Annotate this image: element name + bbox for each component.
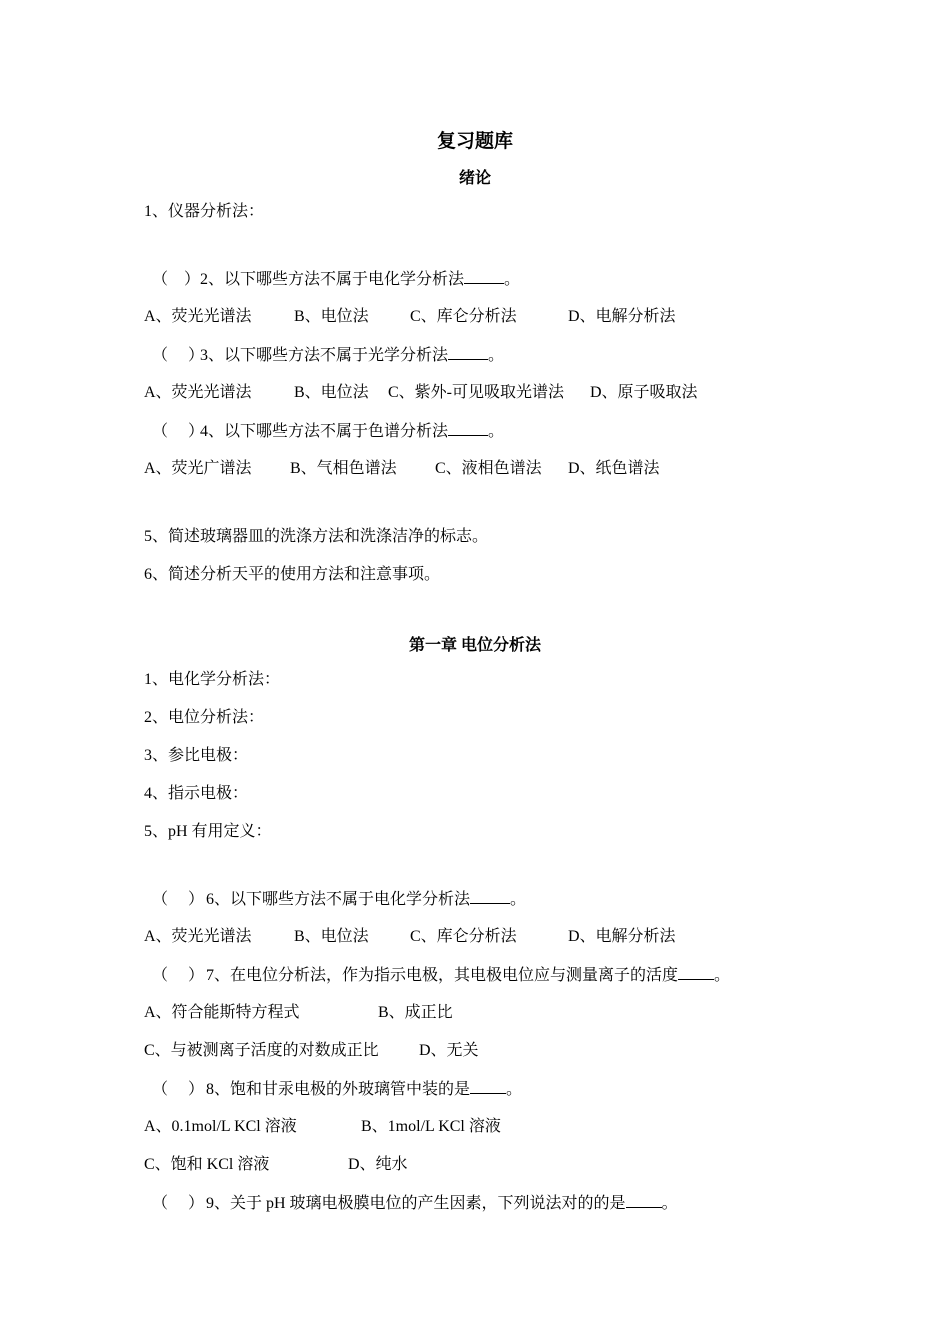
option: D、纯水 (348, 1156, 408, 1173)
question-ch1-3: 3、参比电极： (144, 747, 249, 764)
answer-bracket: （ ） (152, 1195, 205, 1212)
option: A、荧光广谱法 (144, 460, 252, 477)
answer-blank (678, 965, 714, 980)
option: A、符合能斯特方程式 (144, 1004, 300, 1021)
question-intro-6: 6、简述分析天平的使用方法和注意事项。 (144, 566, 441, 583)
answer-blank (470, 889, 510, 904)
answer-bracket: （ ） (152, 423, 205, 440)
answer-bracket: （ ） (152, 967, 205, 984)
answer-blank (448, 421, 488, 436)
option: C、饱和 KCl 溶液 (144, 1156, 270, 1173)
option: D、无关 (419, 1042, 479, 1059)
option: A、荧光光谱法 (144, 928, 252, 945)
option: C、紫外-可见吸取光谱法 (388, 384, 565, 401)
option: B、电位法 (294, 308, 369, 325)
section-heading-chapter1: 第一章 电位分析法 (408, 637, 541, 654)
document-title: 复习题库 (436, 131, 513, 152)
question-intro-5: 5、简述玻璃器皿的洗涤方法和洗涤洁净的标志。 (144, 528, 489, 545)
question-ch1-8: （ ） 8、饱和甘汞电极的外玻璃管中装的是 。 (152, 1081, 523, 1098)
answer-bracket: （ ） (152, 347, 205, 364)
option: C、库仑分析法 (410, 928, 517, 945)
question-ch1-4: 4、指示电极： (144, 785, 249, 802)
answer-bracket: （ ） (152, 891, 205, 908)
option: A、0.1mol/L KCl 溶液 (144, 1118, 297, 1135)
option: B、1mol/L KCl 溶液 (361, 1118, 501, 1135)
answer-bracket: （ ） (152, 1081, 205, 1098)
question-intro-1: 1、仪器分析法： (144, 203, 265, 220)
option: D、电解分析法 (568, 308, 676, 325)
answer-blank (464, 269, 504, 284)
section-heading-intro: 绪论 (458, 170, 491, 187)
option: B、电位法 (294, 928, 369, 945)
option: C、库仑分析法 (410, 308, 517, 325)
question-ch1-6: （ ） 6、以下哪些方法不属于电化学分析法 。 (152, 891, 527, 908)
question-ch1-5: 5、pH 有用定义： (144, 823, 272, 840)
option: B、成正比 (378, 1004, 453, 1021)
question-intro-3: （ ）3、以下哪些方法不属于光学分析法 。 (152, 347, 505, 364)
option: D、电解分析法 (568, 928, 676, 945)
option: D、纸色谱法 (568, 460, 660, 477)
answer-blank (448, 345, 488, 360)
option: C、液相色谱法 (435, 460, 542, 477)
question-ch1-1: 1、电化学分析法： (144, 671, 281, 688)
answer-bracket: （ ） (152, 271, 201, 288)
option: A、荧光光谱法 (144, 308, 252, 325)
option: A、荧光光谱法 (144, 384, 252, 401)
option: B、气相色谱法 (290, 460, 397, 477)
question-ch1-7: （ ） 7、在电位分析法，作为指示电极，其电极电位应与测量离子的活度 。 (152, 967, 731, 984)
question-intro-4: （ ）4、以下哪些方法不属于色谱分析法 。 (152, 423, 505, 440)
option: D、原子吸取法 (590, 384, 698, 401)
question-intro-2: （ ）2、以下哪些方法不属于电化学分析法 。 (152, 271, 521, 288)
answer-blank (470, 1079, 506, 1094)
option: C、与被测离子活度的对数成正比 (144, 1042, 379, 1059)
answer-blank (626, 1193, 662, 1208)
option: B、电位法 (294, 384, 369, 401)
question-ch1-2: 2、电位分析法： (144, 709, 265, 726)
question-ch1-9: （ ） 9、关于 pH 玻璃电极膜电位的产生因素，下列说法对的的是 。 (152, 1195, 678, 1212)
